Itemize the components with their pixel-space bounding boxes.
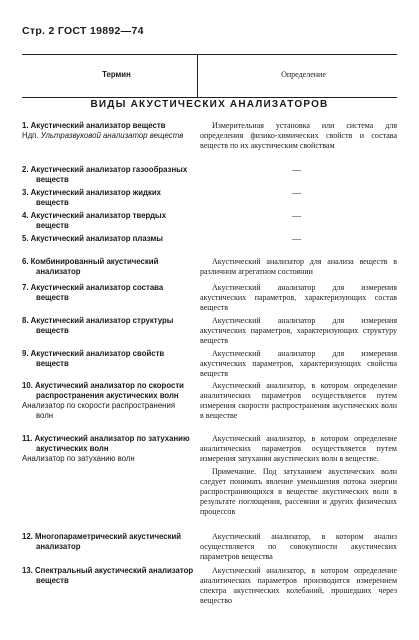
term-name: 12. Многопараметрический акустический анализатор [22, 532, 182, 551]
term-definition: Акустический анализатор для измерения акустических параметров, характеризующих свойства веществ [200, 349, 397, 378]
term-definition: — [292, 165, 301, 175]
term-definition: — [292, 211, 301, 221]
term-definition: Акустический анализатор, в котором анализ осуществляется по совокупности акустических параметров вещества [200, 532, 397, 561]
term-name: 7. Акустический анализатор состава веществ [22, 283, 164, 302]
nonrecommended-synonym: Ндп. Ультразвуковой анализатор веществ [22, 131, 184, 140]
standard-number: 19892—74 [89, 25, 144, 37]
term-name: 10. Акустический анализатор по скорости распространения акустических волн Анализатор по скорости распространения волн [22, 381, 194, 421]
page-label: Стр. 2 [22, 25, 55, 37]
page-header [22, 25, 144, 37]
term-synonym: Анализатор по скорости распространения волн [22, 401, 176, 420]
term-definition: Акустический анализатор для измерения акустических параметров, характеризующих структуру веществ [200, 316, 397, 345]
term-name: 4. Акустический анализатор твердых веществ [22, 211, 167, 230]
term-definition: Акустический анализатор для анализа веществ в различном агрегатном состоянии [200, 257, 397, 276]
term-definition: Акустический анализатор для измерения акустических параметров, характеризующих состав веществ [200, 283, 397, 312]
term-definition: — [292, 234, 301, 244]
term-name: 13. Спектральный акустический анализатор веществ [22, 566, 194, 585]
column-term-title: Термин [102, 70, 131, 79]
term-name: 1. Акустический анализатор веществ Ндп. Ультразвуковой анализатор веществ [22, 121, 194, 141]
term-definition: Акустический анализатор, в котором определение аналитических параметров производится измерением спектра акустических колебаний, прошедших через вещество [200, 566, 397, 605]
term-name: 8. Акустический анализатор структуры веществ [22, 316, 174, 335]
term-name: 6. Комбинированный акустический анализатор [22, 257, 159, 276]
term-definition: — [292, 188, 301, 198]
definition-remark: Примечание. Под затуханием акустических волн следует понимать явление уменьшения потока энергии распространяющихся в веществе акустических волн в результате поглощения, рассеяния и других физических процессов [200, 467, 397, 516]
section-title: ВИДЫ АКУСТИЧЕСКИХ АНАЛИЗАТОРОВ [90, 99, 329, 110]
table-header [22, 54, 397, 98]
term-name: 9. Акустический анализатор свойств веществ [22, 349, 165, 368]
column-definition-title: Определение [281, 70, 326, 79]
term-definition: Акустический анализатор, в котором определение аналитических параметров осуществляется путем измерения затухания акустических волн в веществе. Примечание. Под затуханием акустических волн следует понимать явление уменьшения потока энергии распространяющихся в веществе акустических волн в результате поглощения, рассеяния и других физических процессов [200, 434, 397, 516]
term-name: 3. Акустический анализатор жидких веществ [22, 188, 161, 207]
term-definition: Акустический анализатор, в котором определение аналитических параметров осуществляется путем измерения скорости распространения акустических волн в веществе [200, 381, 397, 420]
term-name: 11. Акустический анализатор по затуханию акустических волн Анализатор по затуханию волн [22, 434, 194, 464]
standard-label: ГОСТ [57, 25, 87, 37]
term-definition: Измерительная установка или система для определения физико-химических свойств и состава веществ по их акустическим свойствам [200, 121, 397, 150]
term-name: 2. Акустический анализатор газообразных веществ [22, 165, 188, 184]
term-synonym: Анализатор по затуханию волн [22, 454, 135, 463]
term-name: 5. Акустический анализатор плазмы [22, 234, 163, 243]
